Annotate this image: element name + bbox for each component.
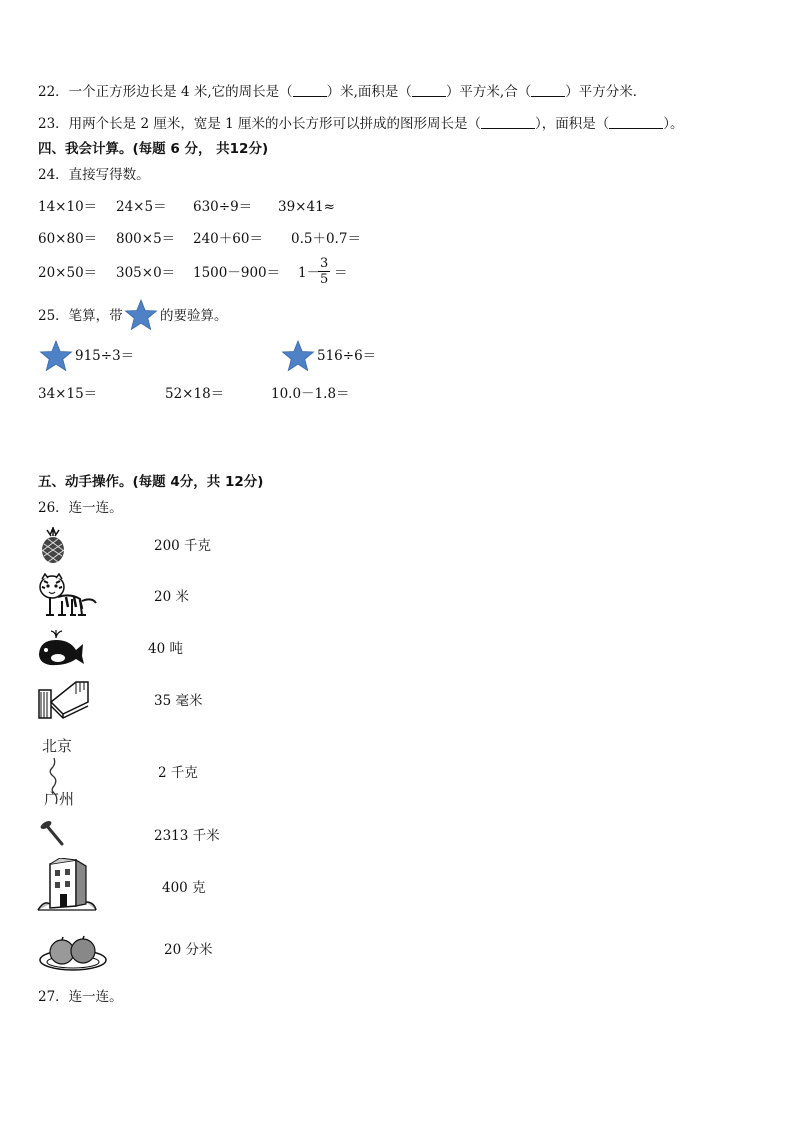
section-5-title: 五、动手操作。(每题 4分，共 12分) xyxy=(38,474,264,490)
q22-mid-2: ）平方米,合（ xyxy=(445,84,532,100)
q24-item: 24×5＝ xyxy=(116,199,167,215)
q26-value[interactable]: 40 吨 xyxy=(148,641,183,657)
q23-answer-blank-2[interactable] xyxy=(609,115,663,129)
q24-item: 240＋60＝ xyxy=(193,231,263,247)
q24-fraction-whole: 1－ xyxy=(298,265,321,281)
q24-item: 14×10＝ xyxy=(38,199,98,215)
q24-item: 0.5＋0.7＝ xyxy=(291,231,361,247)
q23-answer-blank-1[interactable] xyxy=(481,115,535,129)
q22-answer-blank-3[interactable] xyxy=(531,83,565,97)
nail-icon[interactable] xyxy=(38,818,68,848)
q24-item: 39×41≈ xyxy=(278,199,335,215)
oranges-icon[interactable] xyxy=(38,932,108,972)
q26-value[interactable]: 400 克 xyxy=(162,880,206,896)
q24-item: 60×80＝ xyxy=(38,231,98,247)
q24-item: 630÷9＝ xyxy=(193,199,253,215)
q25-label-suffix: 的要验算。 xyxy=(160,308,228,324)
bed-icon[interactable] xyxy=(36,676,90,720)
q25-item: 52×18＝ xyxy=(165,386,225,402)
q26-label: 26．连一连。 xyxy=(38,500,123,516)
q24-label: 24．直接写得数。 xyxy=(38,167,150,183)
q24-item: 305×0＝ xyxy=(116,265,176,281)
q22-suffix: ）平方分米． xyxy=(565,84,647,100)
star-icon xyxy=(280,340,316,372)
question-23 xyxy=(38,115,684,133)
q22-prefix: 22．一个正方形边长是 4 米,它的周长是（ xyxy=(38,84,293,100)
q23-prefix: 23．用两个长是 2 厘米，宽是 1 厘米的小长方形可以拼成的图形周长是（ xyxy=(38,116,482,132)
q22-answer-blank-2[interactable] xyxy=(412,83,446,97)
map-label-top: 北京 xyxy=(42,737,73,755)
q24-item: 20×50＝ xyxy=(38,265,98,281)
section-4-title: 四、我会计算。(每题 6 分， 共12分) xyxy=(38,141,269,157)
q22-answer-blank-1[interactable] xyxy=(293,83,327,97)
q24-item: 1500－900＝ xyxy=(193,265,281,281)
q24-fraction xyxy=(318,256,330,287)
q26-value[interactable]: 2313 千米 xyxy=(154,828,220,844)
q24-item: 800×5＝ xyxy=(116,231,176,247)
q26-value[interactable]: 20 分米 xyxy=(164,942,213,958)
star-icon xyxy=(38,340,74,372)
map-label-bottom: 广州 xyxy=(44,790,75,808)
q22-mid-1: ）米,面积是（ xyxy=(326,84,412,100)
q26-value[interactable]: 200 千克 xyxy=(154,538,212,554)
pineapple-icon[interactable] xyxy=(36,526,70,564)
q25-item: 34×15＝ xyxy=(38,386,98,402)
star-icon xyxy=(124,299,158,331)
q24-fraction-equals: ＝ xyxy=(334,265,348,281)
q23-suffix: ）。 xyxy=(663,116,684,132)
q25-star-item: 915÷3＝ xyxy=(75,348,135,364)
question-22 xyxy=(38,83,646,101)
q27-label: 27．连一连。 xyxy=(38,989,123,1005)
fraction-numerator: 3 xyxy=(320,256,329,271)
tiger-icon[interactable] xyxy=(36,573,100,617)
q25-item: 10.0－1.8＝ xyxy=(271,386,350,402)
fraction-denominator: 5 xyxy=(320,272,329,287)
whale-icon[interactable] xyxy=(36,628,86,668)
q25-label-prefix: 25．笔算，带 xyxy=(38,308,123,324)
q26-value[interactable]: 20 米 xyxy=(154,589,189,605)
q26-value[interactable]: 2 千克 xyxy=(158,765,198,781)
building-icon[interactable] xyxy=(36,858,98,912)
q25-star-item: 516÷6＝ xyxy=(317,348,377,364)
q23-mid: ），面积是（ xyxy=(535,116,610,132)
q26-value[interactable]: 35 毫米 xyxy=(154,693,203,709)
